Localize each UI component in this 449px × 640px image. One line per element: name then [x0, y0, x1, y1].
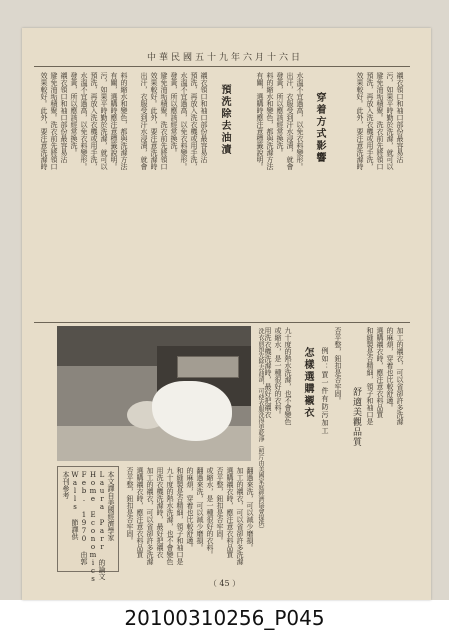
text-column: 的麻煩，穿着也比較舒適。	[386, 327, 394, 411]
source-line: Home Economics	[89, 471, 97, 583]
source-line: 本文譯自美國經濟學家	[107, 471, 115, 541]
text-column: 否平整，鈕扣是否牢固。	[334, 327, 342, 404]
text-column: 效果較好。此外，要注意洗滌時	[150, 72, 158, 170]
source-line: Walls 節譯供	[71, 471, 79, 540]
text-column: 效果較好。此外，要注意洗滌時	[356, 72, 364, 170]
scan-filename-label: 20100310256_P045	[124, 606, 325, 630]
section-subheading: 例如：買一件有防污加工	[321, 347, 329, 435]
section-subheading: 舒適美觀品質	[351, 387, 361, 447]
text-column: 發黃，所以應該經常換洗。	[70, 72, 78, 156]
text-column: 襯衣領口和袖口部份最容易沾	[396, 72, 404, 163]
section-heading: 穿着方式影響	[314, 92, 325, 164]
source-line: 本刊參考	[62, 471, 70, 499]
text-column: 選購襯衣時，應注意衣料品質	[136, 467, 144, 558]
source-line: Feb. 1970 由郭	[80, 471, 88, 565]
text-column: 翻過來洗，可以減少磨損。	[196, 467, 204, 551]
text-column: 預洗，再放入洗衣機或用手洗，	[90, 72, 98, 170]
text-column: 否平整，鈕扣是否牢固。	[126, 467, 134, 544]
text-column: 避免油垢積聚。洗衣前先將領口	[376, 72, 384, 170]
source-note-box	[57, 466, 119, 583]
text-column: 加工的襯衣，可以省卻許多洗滌	[396, 327, 404, 425]
text-column: 有關，選購時應注意標籤說明。	[110, 72, 118, 170]
text-column: 襯衣領口和袖口部份最容易沾	[60, 72, 68, 163]
text-column: 和縫製是否精細，領子和袖口是	[176, 467, 184, 565]
laundry-photo	[57, 326, 251, 461]
page-header-date: 中華民國五十九年六月十六日	[146, 53, 303, 63]
text-column: 九十度的熱水洗滌，也不會變色	[166, 467, 174, 565]
text-column: 加工的襯衣，可以省卻許多洗滌	[236, 467, 244, 565]
text-column: 否平整，鈕扣是否牢固。	[216, 467, 224, 544]
source-line: Laura Parr 的論文	[98, 471, 106, 580]
text-column: 九十度的熱水洗滌，也不會變色	[284, 327, 292, 425]
text-column: 發黃，所以應該經常換洗。	[276, 72, 284, 156]
text-column: 水溫不宜過高，以免衣料變形。	[180, 72, 188, 170]
section-heading: 預洗除去油漬	[219, 84, 230, 156]
photo-caption: 洗衣前預先除去油漬，可使衣服洗得更乾淨（照片由美國家庭經濟協會提供）	[257, 328, 264, 532]
text-column: 和縫製是否精細，領子和袖口是	[366, 327, 374, 425]
text-column: 效果較好。此外，要注意洗滌時	[40, 72, 48, 170]
text-column: 出汗，衣服受到汗水浸漬，就會	[286, 72, 294, 170]
text-column: 用洗衣機洗滌時，最好把襯衣	[264, 327, 272, 418]
text-column: 預洗，再放入洗衣機或用手洗，	[190, 72, 198, 170]
text-column: 預洗，再放入洗衣機或用手洗，	[366, 72, 374, 170]
text-column: 水溫不宜過高，以免衣料變形。	[80, 72, 88, 170]
text-column: 污，如果平時勤於洗滌，就可以	[100, 72, 108, 170]
section-heading: 怎樣選購襯衣	[302, 347, 313, 419]
text-column: 出汗，衣服受到汗水浸漬，就會	[140, 72, 148, 170]
top-text-block	[0, 72, 449, 317]
text-column: 選購襯衣時，應注意衣料品質	[376, 327, 384, 418]
text-column: 用洗衣機洗滌時，最好把襯衣	[156, 467, 164, 558]
middle-rule	[34, 322, 410, 323]
text-column: 污，如果平時勤於洗滌，就可以	[386, 72, 394, 170]
header-rule	[34, 66, 410, 67]
text-column: 或縮水，是一種很好的衣料。	[274, 327, 282, 418]
page-number: （ 45 ）	[208, 579, 241, 588]
text-column: 水溫不宜過高，以免衣料變形。	[296, 72, 304, 170]
text-column: 襯衣領口和袖口部份最容易沾	[200, 72, 208, 163]
text-column: 料的縮水和變色，都與洗滌方法	[120, 72, 128, 170]
text-column: 有關，選購時應注意標籤說明。	[256, 72, 264, 170]
text-column: 加工的襯衣，可以省卻許多洗滌	[146, 467, 154, 565]
text-column: 發黃，所以應該經常換洗。	[170, 72, 178, 156]
text-column: 或縮水，是一種很好的衣料。	[206, 467, 214, 558]
text-column: 選購襯衣時，應注意衣料品質	[226, 467, 234, 558]
text-column: 的麻煩，穿着也比較舒適。	[186, 467, 194, 551]
text-column: 避免油垢積聚。洗衣前先將領口	[160, 72, 168, 170]
photo-machine-panel	[177, 356, 239, 378]
text-column: 翻過來洗，可以減少磨損。	[246, 467, 254, 551]
text-column: 避免油垢積聚。洗衣前先將領口	[50, 72, 58, 170]
text-column: 料的縮水和變色，都與洗滌方法	[266, 72, 274, 170]
